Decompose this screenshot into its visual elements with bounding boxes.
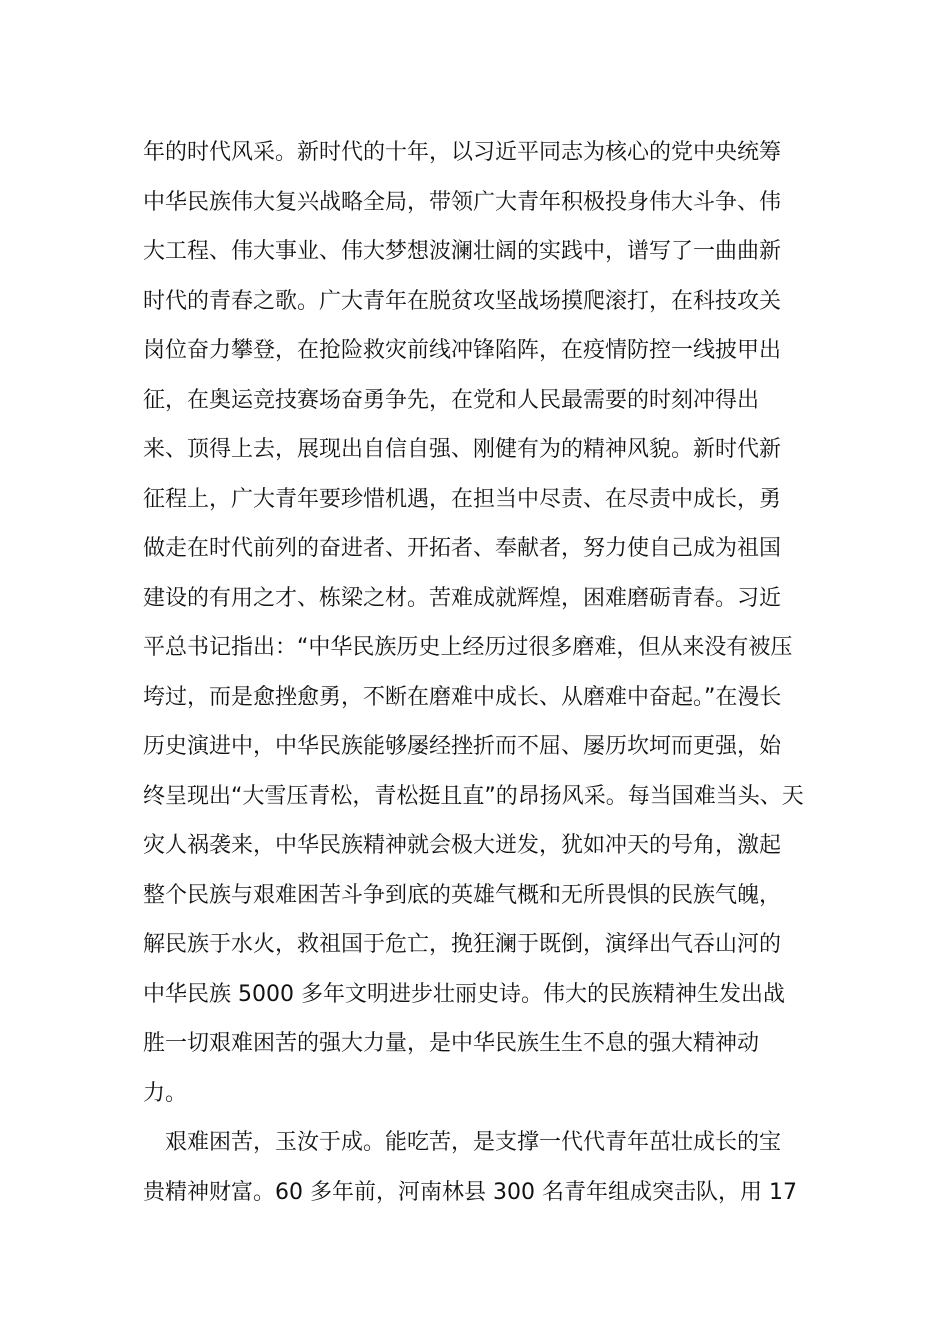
- text-line: 征，在奥运竞技赛场奋勇争先，在党和人民最需要的时刻冲得出: [143, 387, 760, 413]
- text-line: 整个民族与艰难困苦斗争到底的英雄气概和无所畏惧的民族气魄，: [143, 882, 782, 908]
- text-line: 做走在时代前列的奋进者、开拓者、奉献者，努力使自己成为祖国: [143, 536, 782, 561]
- text-line: 时代的青春之歌。广大青年在脱贫攻坚战场摸爬滚打，在科技攻关: [143, 288, 782, 314]
- text-line: 中华民族 5000 多年文明进步壮丽史诗。伟大的民族精神生发出战: [143, 981, 785, 1007]
- text-line: 岗位奋力攀登，在抢险救灾前线冲锋陷阵，在疫情防控一线披甲出: [143, 338, 782, 363]
- text-line: 灾人祸袭来，中华民族精神就会极大迸发，犹如冲天的号角，激起: [143, 833, 782, 858]
- text-line: 历史演进中，中华民族能够屡经挫折而不屈、屡历坎坷而更强，始: [143, 734, 782, 759]
- text-line: 力。: [143, 1080, 188, 1106]
- text-line: 垮过，而是愈挫愈勇，不断在磨难中成长、从磨难中奋起。”在漫长: [143, 684, 782, 710]
- text-line: 征程上，广大青年要珍惜机遇，在担当中尽责、在尽责中成长，勇: [143, 486, 782, 512]
- text-line: 解民族于水火，救祖国于危亡，挽狂澜于既倒，演绎出气吞山河的: [143, 932, 782, 957]
- text-line: 大工程、伟大事业、伟大梦想波澜壮阔的实践中，谱写了一曲曲新: [143, 239, 782, 264]
- text-line: 贵精神财富。60 多年前，河南林县 300 名青年组成突击队，用 17: [143, 1179, 797, 1205]
- text-line: 艰难困苦，玉汝于成。能吃苦，是支撑一代代青年茁壮成长的宝: [143, 1130, 782, 1155]
- body-text: [143, 128, 811, 1217]
- text-line: 终呈现出“大雪压青松，青松挺且直”的昂扬风采。每当国难当头、天: [143, 783, 804, 809]
- text-line: 中华民族伟大复兴战略全局，带领广大青年积极投身伟大斗争、伟: [143, 189, 782, 215]
- text-line: 建设的有用之才、栋梁之材。苦难成就辉煌，困难磨砺青春。习近: [143, 585, 782, 611]
- text-line: 平总书记指出：“中华民族历史上经历过很多磨难，但从来没有被压: [143, 635, 793, 660]
- text-line: 年的时代风采。新时代的十年，以习近平同志为核心的党中央统筹: [143, 140, 782, 165]
- text-line: 胜一切艰难困苦的强大力量，是中华民族生生不息的强大精神动: [143, 1031, 760, 1056]
- text-line: 来、顶得上去，展现出自信自强、刚健有为的精神风貌。新时代新: [143, 437, 782, 462]
